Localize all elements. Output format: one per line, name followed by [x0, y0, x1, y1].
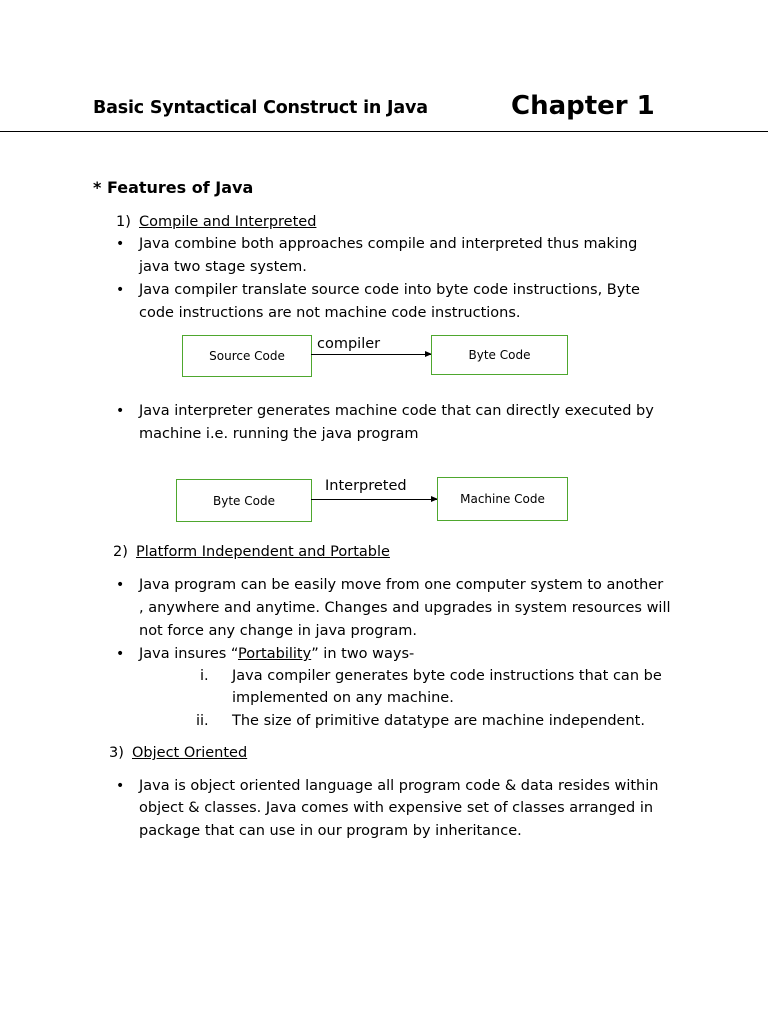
subitem-1-line-1: Java compiler generates byte code instructions that can be — [232, 668, 662, 684]
feature-1-number: 1) — [116, 214, 131, 230]
feature-3-bullet-1-line-1: Java is object oriented language all program code & data resides within — [139, 778, 659, 794]
bullet-dot: • — [116, 577, 125, 593]
portability-word: Portability — [238, 646, 312, 662]
byte-code-box: Byte Code — [176, 479, 312, 522]
interpreted-arrow — [311, 499, 437, 500]
chapter-label: Chapter 1 — [511, 91, 655, 121]
section-heading: * Features of Java — [93, 178, 254, 197]
feature-1-bullet-2-line-2: code instructions are not machine code instructions. — [139, 305, 521, 321]
feature-1-bullet-2-line-1: Java compiler translate source code into byte code instructions, Byte — [139, 282, 640, 298]
feature-1-title: Compile and Interpreted — [139, 214, 317, 230]
machine-code-box: Machine Code — [437, 477, 568, 521]
feature-3-title: Object Oriented — [132, 745, 248, 761]
portability-line — [139, 643, 414, 666]
compiler-arrow-label: compiler — [317, 336, 381, 352]
subitem-1-line-2: implemented on any machine. — [232, 690, 454, 706]
feature-1-bullet-1-line-2: java two stage system. — [139, 259, 307, 275]
feature-2-bullet-1-line-3: not force any change in java program. — [139, 623, 418, 639]
bullet-dot: • — [116, 282, 125, 298]
portability-suffix: ” in two ways- — [311, 646, 415, 662]
bullet-dot: • — [116, 646, 125, 662]
subitem-1-marker: i. — [200, 668, 209, 684]
bullet-dot: • — [116, 778, 125, 794]
document-title: Basic Syntactical Construct in Java — [93, 98, 428, 118]
feature-2-bullet-1-line-1: Java program can be easily move from one computer system to another — [139, 577, 664, 593]
feature-3-bullet-1-line-2: object & classes. Java comes with expensive set of classes arranged in — [139, 800, 654, 816]
bullet-dot: • — [116, 236, 125, 252]
feature-3-number: 3) — [109, 745, 124, 761]
subitem-2-marker: ii. — [196, 713, 209, 729]
feature-2-number: 2) — [113, 544, 128, 560]
feature-1-bullet-1-line-1: Java combine both approaches compile and interpreted thus making — [139, 236, 638, 252]
interpreted-arrow-label: Interpreted — [325, 478, 407, 494]
byte-code-box: Byte Code — [431, 335, 568, 375]
bullet-dot: • — [116, 403, 125, 419]
feature-2-bullet-1-line-2: , anywhere and anytime. Changes and upgrades in system resources will — [139, 600, 671, 616]
header-divider — [0, 131, 768, 132]
feature-1-bullet-3-line-2: machine i.e. running the java program — [139, 426, 419, 442]
feature-1-bullet-3-line-1: Java interpreter generates machine code that can directly executed by — [139, 403, 654, 419]
subitem-2-line-1: The size of primitive datatype are machine independent. — [232, 713, 645, 729]
source-code-box: Source Code — [182, 335, 312, 377]
compiler-arrow — [311, 354, 431, 355]
feature-2-title: Platform Independent and Portable — [136, 544, 390, 560]
feature-3-bullet-1-line-3: package that can use in our program by inheritance. — [139, 823, 522, 839]
portability-prefix: Java insures “ — [139, 646, 238, 662]
